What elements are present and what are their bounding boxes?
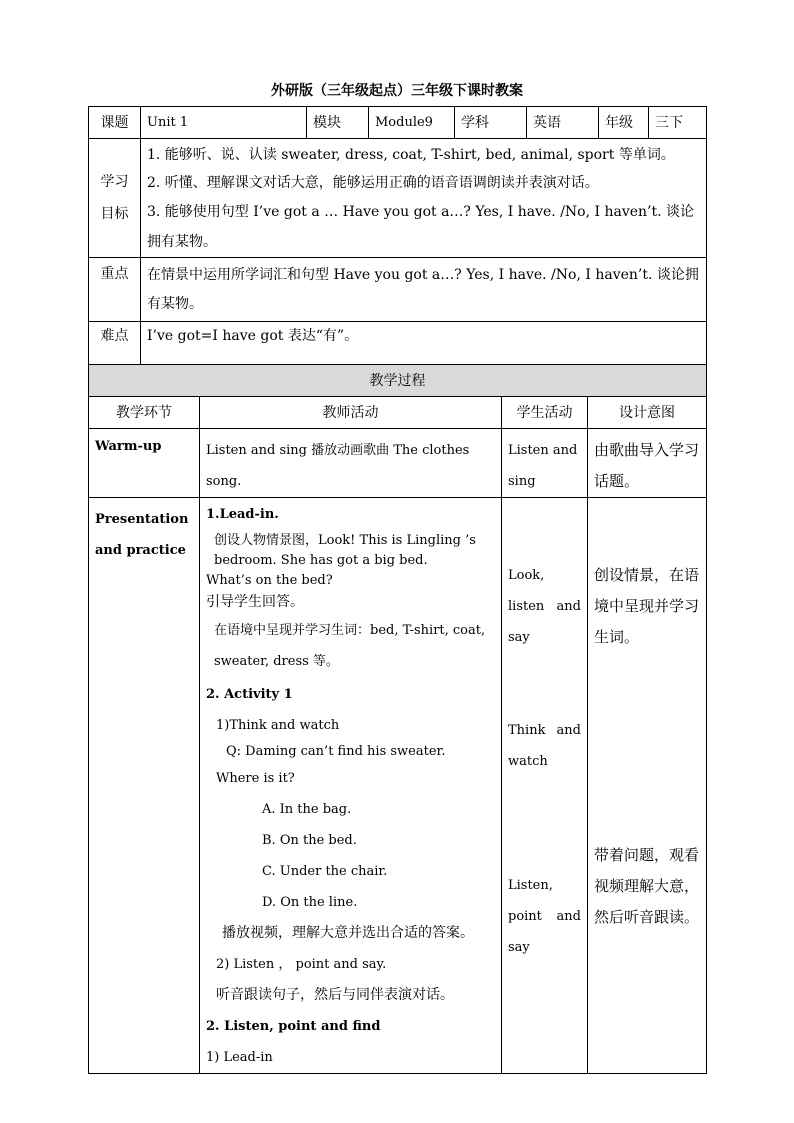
student-activity-1 — [508, 560, 581, 653]
option-c: C. Under the chair. — [262, 864, 388, 879]
student-2-watch: watch — [508, 754, 548, 769]
intent-2: 带着问题，观看视频理解大意，然后听音跟读。 — [594, 846, 700, 926]
document-title: 外研版（三年级起点）三年级下课时教案 — [271, 83, 523, 99]
goals-label-line-1: 学习 — [100, 174, 129, 190]
course-label: 课题 — [89, 107, 141, 139]
leadin-text-2: What’s on the bed? — [206, 573, 333, 588]
course-value: Unit 1 — [141, 107, 307, 139]
option-a: A. In the bag. — [262, 802, 352, 817]
intent-1: 创设情景，在语境中呈现并学习生词。 — [594, 566, 700, 646]
lesson-info-table — [88, 106, 707, 370]
column-header-stage: 教学环节 — [89, 397, 200, 429]
video-instruction: 播放视频，理解大意并选出合适的答案。 — [222, 925, 474, 941]
activity-title: 2. Activity 1 — [206, 687, 293, 702]
goals-label — [89, 139, 141, 258]
student-1-and: and — [556, 599, 581, 614]
student-3-listen: Listen, — [508, 878, 553, 893]
student-2-and: and — [556, 723, 581, 738]
leadin-text-3: 引导学生回答。 — [206, 594, 304, 610]
process-heading: 教学过程 — [89, 365, 707, 397]
student-activity-2 — [508, 715, 581, 777]
student-1-look: Look, — [508, 568, 545, 583]
key-content: 在情景中运用所学词汇和句型 Have you got a…? Yes, I have. /No, I haven’t. 谈论拥有某物。 — [141, 258, 707, 322]
column-header-intent: 设计意图 — [588, 397, 707, 429]
presentation-student — [502, 498, 588, 1074]
presentation-stage-line-2: and practice — [95, 543, 186, 558]
warmup-student: Listen and sing — [502, 429, 588, 498]
student-1-say: say — [508, 630, 530, 645]
module-label: 模块 — [307, 107, 369, 139]
grade-value: 三下 — [649, 107, 707, 139]
subject-value: 英语 — [527, 107, 599, 139]
leadin-text-4: 在语境中呈现并学习生词：bed, T-shirt, coat, sweater, dress 等。 — [214, 623, 486, 669]
goal-item: 3. 能够使用句型 I’ve got a … Have you got a…? Yes, I have. /No, I haven’t. 谈论拥有某物。 — [147, 204, 695, 250]
grade-label: 年级 — [599, 107, 649, 139]
column-header-teacher: 教师活动 — [200, 397, 502, 429]
column-header-student: 学生活动 — [502, 397, 588, 429]
key-label: 重点 — [89, 258, 141, 322]
goal-item: 2. 听懂、理解课文对话大意，能够运用正确的语音语调朗读并表演对话。 — [147, 175, 599, 191]
leadin-title: 1.Lead-in. — [206, 507, 279, 522]
presentation-teacher — [200, 498, 502, 1074]
student-3-and: and — [556, 909, 581, 924]
presentation-stage — [89, 498, 200, 1074]
student-3-point: point — [508, 909, 542, 924]
goals-content — [141, 139, 707, 258]
think-watch: 1)Think and watch — [216, 718, 340, 733]
teaching-process-table — [88, 364, 707, 1074]
presentation-stage-line-1: Presentation — [95, 512, 189, 527]
question-text-2: Where is it? — [216, 771, 295, 786]
find-leadin: 1) Lead-in — [206, 1050, 273, 1065]
difficult-content: I’ve got=I have got 表达“有”。 — [141, 322, 707, 370]
goals-label-line-2: 目标 — [100, 206, 129, 222]
student-activity-3 — [508, 870, 581, 963]
warmup-intent: 由歌曲导入学习话题。 — [588, 429, 707, 498]
difficult-label: 难点 — [89, 322, 141, 370]
find-title: 2. Listen, point and find — [206, 1019, 381, 1034]
leadin-text-1: 创设人物情景图，Look! This is Lingling ’s bedroom. She has got a big bed. — [214, 533, 476, 568]
question-text: Q: Daming can’t find his sweater. — [226, 744, 446, 759]
student-1-listen: listen — [508, 599, 545, 614]
presentation-intent — [588, 498, 707, 1074]
listen-instruction: 听音跟读句子，然后与同伴表演对话。 — [216, 987, 454, 1003]
subject-label: 学科 — [455, 107, 527, 139]
warmup-teacher: Listen and sing 播放动画歌曲 The clothes song. — [200, 429, 502, 498]
option-b: B. On the bed. — [262, 833, 357, 848]
listen-point-say: 2) Listen ， point and say. — [216, 957, 387, 972]
goal-item: 1. 能够听、说、认读 sweater, dress, coat, T-shirt, bed, animal, sport 等单词。 — [147, 147, 675, 163]
student-2-think: Think — [508, 723, 546, 738]
student-3-say: say — [508, 940, 530, 955]
module-value: Module9 — [369, 107, 455, 139]
warmup-stage: Warm-up — [89, 429, 200, 498]
option-d: D. On the line. — [262, 895, 358, 910]
